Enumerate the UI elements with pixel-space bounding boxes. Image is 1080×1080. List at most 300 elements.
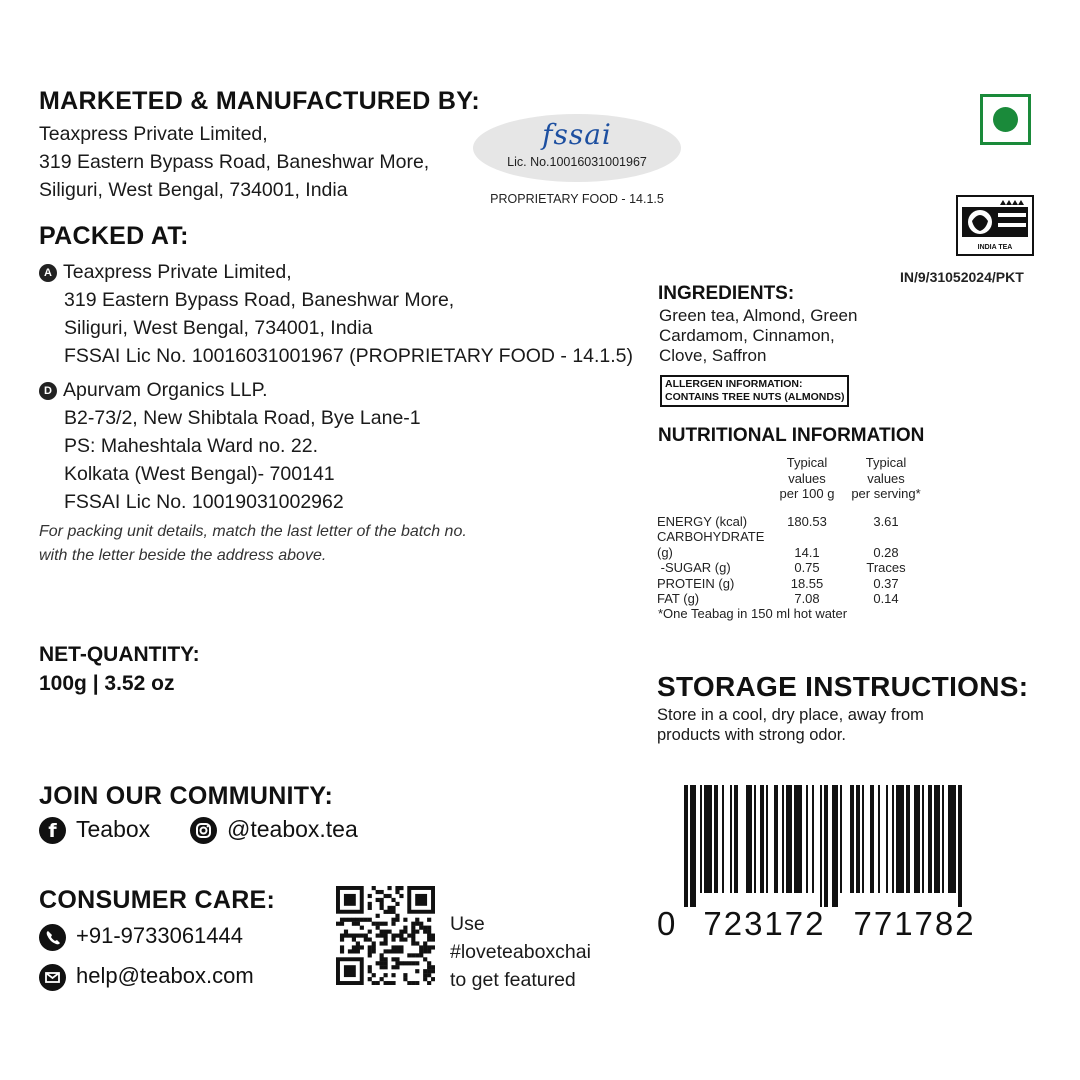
qr-module [360, 926, 364, 930]
qr-module [376, 981, 380, 985]
unit-d-badge: D [39, 382, 57, 400]
qr-module [368, 894, 372, 898]
allergen-title: ALLERGEN INFORMATION: [665, 378, 803, 390]
qr-module [344, 965, 356, 977]
qr-module [403, 977, 407, 981]
qr-module [372, 922, 376, 926]
qr-module [340, 945, 344, 949]
qr-module [391, 965, 395, 969]
qr-module [380, 902, 384, 906]
qr-module [376, 898, 380, 902]
qr-module [356, 941, 360, 945]
qr-module [356, 934, 360, 938]
barcode-bar [832, 785, 838, 907]
qr-module [403, 926, 407, 930]
qr-module [395, 914, 399, 918]
qr-module [395, 918, 399, 922]
qr-module [384, 934, 388, 938]
qr-module [387, 981, 391, 985]
qr-module [380, 934, 384, 938]
barcode-bar [878, 785, 880, 893]
consumer-care-heading: CONSUMER CARE: [39, 886, 276, 914]
ingredient-line: Cardamom, Cinnamon, [659, 326, 835, 345]
ingredient-line: Clove, Saffron [659, 346, 767, 365]
barcode-bar [928, 785, 932, 893]
qr-module [419, 945, 423, 949]
qr-module [391, 898, 395, 902]
storage-line: products with strong odor. [657, 726, 846, 744]
address-line: Teaxpress Private Limited, [39, 123, 268, 145]
qr-module [360, 918, 364, 922]
phone-link[interactable] [39, 923, 243, 951]
barcode-bar [886, 785, 888, 893]
qr-module [384, 965, 388, 969]
india-tea-label: INDIA TEA [977, 244, 1013, 251]
qr-module [391, 937, 395, 941]
qr-module [376, 961, 380, 965]
storage-heading: STORAGE INSTRUCTIONS: [657, 671, 1029, 702]
qr-module [399, 930, 403, 934]
barcode-bar [840, 785, 842, 893]
qr-module [348, 918, 352, 922]
qr-module [340, 934, 344, 938]
qr-module [380, 898, 384, 902]
qr-module [431, 934, 435, 938]
barcode-bar [760, 785, 764, 893]
hashtag-line: Use [450, 913, 485, 935]
address-line: Siliguri, West Bengal, 734001, India [64, 317, 373, 339]
qr-module [415, 922, 419, 926]
qr-module [380, 941, 384, 945]
qr-module [395, 886, 399, 890]
qr-module [407, 934, 411, 938]
license-code: IN/9/31052024/PKT [900, 269, 1024, 285]
marketed-address [39, 120, 429, 204]
barcode-bar [684, 785, 688, 907]
india-tea-emblem [958, 197, 1032, 254]
barcode-bar [856, 785, 860, 893]
qr-module [368, 949, 372, 953]
qr-module [391, 945, 395, 949]
qr-module [403, 918, 407, 922]
qr-module [415, 894, 427, 906]
qr-module [411, 981, 415, 985]
qr-module [352, 937, 356, 941]
ingredient-line: Green tea, Almond, Green [659, 306, 858, 325]
qr-module [387, 894, 391, 898]
qr-module [427, 945, 431, 949]
veg-dot [993, 107, 1018, 132]
unit-a-badge: A [39, 264, 57, 282]
allergen-text: CONTAINS TREE NUTS (ALMONDS) [665, 391, 845, 403]
note-line: with the letter beside the address above. [39, 547, 327, 564]
qr-module [352, 949, 356, 953]
qr-module [431, 937, 435, 941]
note-line: For packing unit details, match the last letter of the batch no. [39, 523, 467, 540]
barcode-digits [657, 905, 976, 943]
qr-module [340, 922, 344, 926]
barcode-bar [862, 785, 864, 893]
qr-module [344, 894, 356, 906]
qr-module [415, 961, 419, 965]
barcode-bar [700, 785, 702, 893]
qr-module [395, 902, 399, 906]
qr-module [387, 930, 391, 934]
qr-module [376, 926, 380, 930]
qr-module [380, 961, 384, 965]
qr-module [356, 949, 360, 953]
packing-unit-d [39, 376, 421, 516]
qr-module [376, 934, 380, 938]
barcode-bar [824, 785, 828, 907]
email-address: help@teabox.com [76, 963, 254, 988]
nutrition-heading: NUTRITIONAL INFORMATION [658, 425, 925, 446]
proprietary-food-label: PROPRIETARY FOOD - 14.1.5 [490, 192, 664, 206]
qr-module [415, 941, 419, 945]
qr-module [368, 918, 372, 922]
qr-module [344, 918, 348, 922]
qr-module [368, 906, 372, 910]
qr-module [391, 981, 395, 985]
qr-module [399, 894, 403, 898]
qr-module [399, 934, 403, 938]
qr-module [376, 922, 380, 926]
qr-module [368, 902, 372, 906]
qr-module [368, 965, 372, 969]
qr-module [403, 937, 407, 941]
address-line: Apurvam Organics LLP. [63, 379, 268, 401]
qr-module [356, 918, 360, 922]
hashtag-callout [450, 910, 591, 994]
qr-module [423, 969, 427, 973]
col-per100-header: Typical values per 100 g [779, 455, 835, 501]
qr-module [336, 922, 340, 926]
fssai-license-number: Lic. No.10016031001967 [507, 155, 647, 169]
qr-module [427, 949, 431, 953]
qr-module [391, 934, 395, 938]
instagram-handle: @teabox.tea [227, 816, 358, 842]
qr-module [419, 949, 423, 953]
qr-module [360, 934, 364, 938]
qr-module [376, 914, 380, 918]
barcode-bar [806, 785, 808, 893]
qr-module [427, 926, 431, 930]
qr-module [411, 930, 415, 934]
mail-icon [39, 964, 66, 991]
qr-module [415, 969, 419, 973]
community-heading: JOIN OUR COMMUNITY: [39, 782, 334, 810]
barcode-bar [704, 785, 712, 893]
qr-module [384, 910, 388, 914]
facebook-icon: f [39, 817, 66, 844]
qr-module [364, 937, 368, 941]
qr-module [352, 922, 356, 926]
qr-module [423, 973, 427, 977]
phone-number: +91-9733061444 [76, 923, 243, 948]
qr-module [423, 926, 427, 930]
table-row: PROTEIN (g) 18.55 0.37 [657, 575, 899, 591]
barcode-bar [782, 785, 784, 893]
storage-line: Store in a cool, dry place, away from [657, 706, 924, 724]
qr-module [423, 941, 427, 945]
qr-module [395, 957, 399, 961]
qr-module [372, 945, 376, 949]
qr-module [348, 934, 352, 938]
barcode-bar [766, 785, 768, 893]
table-row: FAT (g) 7.08 0.14 [657, 591, 899, 606]
qr-module [431, 977, 435, 981]
barcode-bar [714, 785, 718, 893]
barcode-bar [942, 785, 944, 893]
facebook-link[interactable] [39, 816, 150, 844]
packing-unit-a [39, 258, 633, 370]
qr-module [395, 965, 399, 969]
qr-module [427, 918, 431, 922]
qr-module [340, 937, 344, 941]
qr-module [356, 945, 360, 949]
barcode-bar [922, 785, 924, 893]
barcode-bar [934, 785, 940, 893]
qr-module [356, 922, 360, 926]
qr-module [372, 981, 376, 985]
qr-module [384, 937, 388, 941]
qr-module [340, 918, 344, 922]
qr-module [380, 957, 384, 961]
qr-module [423, 945, 427, 949]
qr-module [395, 945, 399, 949]
qr-module [344, 934, 348, 938]
qr-module [380, 977, 384, 981]
barcode-bar [794, 785, 802, 893]
qr-module [403, 973, 407, 977]
storage-text [657, 705, 924, 745]
qr-module [384, 894, 388, 898]
qr-module [411, 961, 415, 965]
qr-module [395, 934, 399, 938]
qr-module [384, 941, 388, 945]
qr-module [352, 934, 356, 938]
qr-module [380, 953, 384, 957]
qr-module [399, 945, 403, 949]
phone-icon [39, 924, 66, 951]
qr-module [399, 886, 403, 890]
nutrition-header-row [657, 455, 935, 502]
qr-module [384, 973, 388, 977]
qr-module [427, 973, 431, 977]
qr-code-icon[interactable] [336, 886, 435, 985]
packed-heading: PACKED AT: [39, 222, 189, 250]
qr-module [391, 949, 395, 953]
qr-module [399, 937, 403, 941]
barcode-bar [774, 785, 778, 893]
qr-module [364, 918, 368, 922]
barcode-bar [734, 785, 738, 893]
qr-module [395, 890, 399, 894]
barcode-bar [786, 785, 792, 893]
barcode-bar [812, 785, 814, 893]
hashtag-line: to get featured [450, 969, 576, 991]
barcode-bar [958, 785, 962, 907]
qr-module [431, 969, 435, 973]
address-line: FSSAI Lic No. 10016031001967 (PROPRIETARY FOOD - 14.1.5) [64, 345, 634, 367]
qr-module [387, 906, 391, 910]
qr-module [427, 930, 431, 934]
qr-module [423, 949, 427, 953]
nutrition-table [657, 455, 935, 607]
ingredients-list [659, 306, 857, 366]
qr-module [391, 973, 395, 977]
qr-module [415, 953, 419, 957]
qr-module [431, 965, 435, 969]
qr-module [415, 918, 419, 922]
table-row: CARBOHYDRATE (g) 14.1 0.28 [657, 529, 899, 560]
qr-module [391, 918, 395, 922]
facebook-handle: Teabox [76, 816, 151, 842]
qr-module [399, 949, 403, 953]
table-row: -SUGAR (g) 0.75 Traces [657, 560, 906, 575]
qr-module [348, 949, 352, 953]
barcode-bar [906, 785, 910, 893]
address-line: PS: Maheshtala Ward no. 22. [64, 435, 318, 457]
qr-module [403, 961, 407, 965]
qr-module [423, 977, 427, 981]
barcode-bar [870, 785, 874, 893]
net-quantity-heading: NET-QUANTITY: [39, 643, 200, 666]
qr-module [380, 930, 384, 934]
marketed-heading: MARKETED & MANUFACTURED BY: [39, 87, 480, 115]
qr-module [411, 926, 415, 930]
barcode-icon [684, 785, 989, 907]
instagram-icon [190, 817, 217, 844]
barcode-bar [914, 785, 920, 893]
fssai-logo [473, 118, 681, 151]
qr-module [431, 945, 435, 949]
qr-module [395, 961, 399, 965]
address-line: 319 Eastern Bypass Road, Baneshwar More, [64, 289, 455, 311]
qr-module [384, 961, 388, 965]
qr-module [411, 953, 415, 957]
qr-module [387, 949, 391, 953]
qr-module [427, 934, 431, 938]
nutrition-footnote: *One Teabag in 150 ml hot water [658, 606, 848, 621]
qr-module [344, 930, 348, 934]
qr-module [384, 949, 388, 953]
qr-module [411, 941, 415, 945]
qr-module [368, 969, 372, 973]
qr-module [399, 961, 403, 965]
qr-module [415, 981, 419, 985]
qr-module [391, 922, 395, 926]
address-line: Kolkata (West Bengal)- 700141 [64, 463, 335, 485]
qr-module [352, 945, 356, 949]
qr-module [411, 922, 415, 926]
qr-module [415, 930, 419, 934]
qr-module [376, 890, 380, 894]
address-line: 319 Eastern Bypass Road, Baneshwar More, [39, 151, 430, 173]
qr-module [368, 977, 372, 981]
qr-module [384, 930, 388, 934]
qr-module [360, 945, 364, 949]
qr-module [384, 957, 388, 961]
qr-module [368, 937, 372, 941]
qr-module [419, 953, 423, 957]
address-line: FSSAI Lic No. 10019031002962 [64, 491, 344, 513]
barcode-bar [690, 785, 696, 907]
barcode-bar [754, 785, 756, 893]
ingredients-heading: INGREDIENTS: [658, 283, 795, 304]
table-row: ENERGY (kcal) 180.53 3.61 [657, 513, 899, 529]
qr-module [372, 941, 376, 945]
qr-module [384, 981, 388, 985]
qr-module [427, 937, 431, 941]
qr-module [387, 910, 391, 914]
barcode-digits-right: 771782 [853, 905, 976, 942]
qr-module [419, 926, 423, 930]
qr-module [411, 934, 415, 938]
vegetarian-mark-icon [980, 94, 1031, 145]
qr-module [380, 922, 384, 926]
qr-module [372, 949, 376, 953]
qr-module [411, 937, 415, 941]
packing-note [39, 520, 467, 568]
col-serving-header: Typical values per serving* [851, 455, 921, 501]
qr-module [368, 930, 372, 934]
barcode-bar [746, 785, 752, 893]
qr-module [391, 906, 395, 910]
qr-module [423, 957, 427, 961]
qr-module [407, 961, 411, 965]
barcode-digit-first: 0 [657, 905, 678, 942]
barcode-bar [820, 785, 822, 907]
address-line: B2-73/2, New Shibtala Road, Bye Lane-1 [64, 407, 421, 429]
allergen-box [660, 375, 849, 407]
barcode-bar [896, 785, 904, 893]
qr-module [384, 922, 388, 926]
qr-module [340, 949, 344, 953]
net-quantity-value: 100g | 3.52 oz [39, 672, 175, 695]
qr-module [368, 953, 372, 957]
qr-module [427, 981, 431, 985]
qr-module [380, 906, 384, 910]
qr-module [427, 965, 431, 969]
qr-module [391, 957, 395, 961]
barcode-bar [850, 785, 854, 893]
instagram-link[interactable] [190, 816, 358, 844]
barcode-bar [730, 785, 732, 893]
fssai-logo-text: fssai [542, 118, 612, 151]
qr-module [372, 886, 376, 890]
qr-module [427, 961, 431, 965]
barcode-bar [722, 785, 724, 893]
qr-module [395, 949, 399, 953]
qr-module [403, 930, 407, 934]
qr-module [368, 945, 372, 949]
india-tea-logo-icon [956, 195, 1034, 256]
qr-module [423, 930, 427, 934]
qr-module [387, 886, 391, 890]
qr-module [364, 934, 368, 938]
barcode-digits-left: 723172 [703, 905, 826, 942]
qr-module [427, 969, 431, 973]
qr-module [419, 922, 423, 926]
address-line: Siliguri, West Bengal, 734001, India [39, 179, 348, 201]
barcode-bar [892, 785, 894, 893]
email-link[interactable] [39, 963, 254, 991]
qr-module [391, 910, 395, 914]
qr-module [407, 953, 411, 957]
address-line: Teaxpress Private Limited, [63, 261, 292, 283]
qr-module [372, 973, 376, 977]
